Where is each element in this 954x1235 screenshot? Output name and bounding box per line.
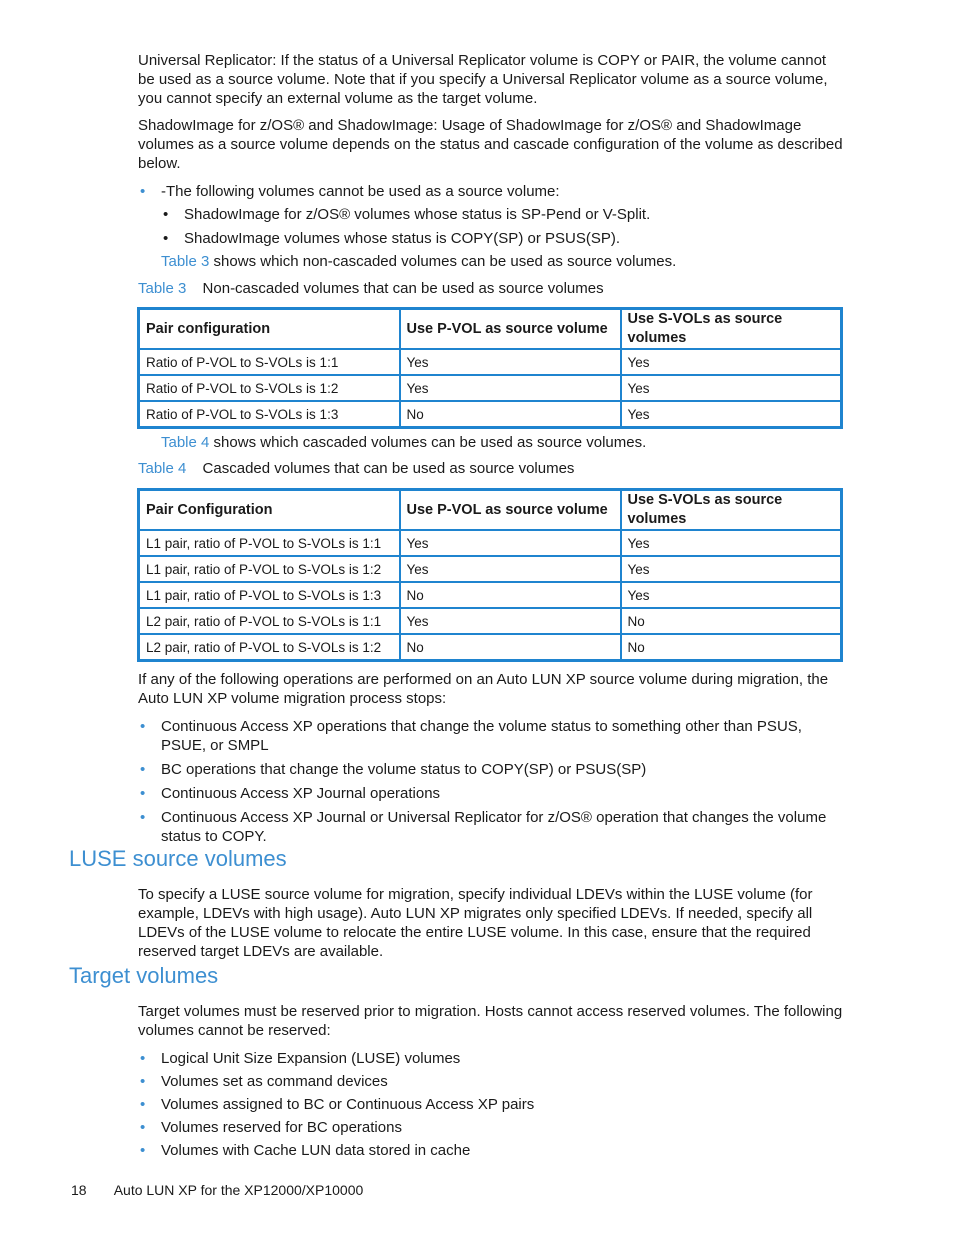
list-item: • Volumes set as command devices	[140, 1073, 388, 1090]
table-cell: L1 pair, ratio of P-VOL to S-VOLs is 1:2	[139, 556, 400, 582]
target-volume-restrictions-list	[138, 1049, 844, 1160]
bullet-icon: •	[140, 761, 146, 778]
table-cell: Yes	[621, 582, 842, 608]
bullet-icon: •	[140, 785, 146, 802]
bullet-icon: •	[140, 809, 146, 826]
migration-stop-list	[138, 717, 844, 846]
table4-reference: Table 4 shows which cascaded volumes can be used as source volumes.	[161, 434, 647, 451]
target-volumes-paragraph: Target volumes must be reserved prior to migration. Hosts cannot access reserved volumes. The following volumes cannot be reserved:	[138, 1003, 843, 1039]
table-cell: Yes	[400, 608, 621, 634]
table3-reference: Table 3 shows which non-cascaded volumes can be used as source volumes.	[161, 253, 677, 270]
column-header: Use S-VOLs as source volumes	[621, 309, 842, 350]
page-footer	[71, 1181, 363, 1200]
bullet-icon: •	[140, 183, 146, 200]
table-cell: Yes	[400, 349, 621, 375]
list-item: • BC operations that change the volume status to COPY(SP) or PSUS(SP)	[140, 761, 647, 778]
list-item: • Continuous Access XP Journal or Universal Replicator for z/OS® operation that changes the volume status to COPY.	[140, 809, 827, 845]
table4-cascaded-volumes	[137, 488, 843, 662]
table-cell: Ratio of P-VOL to S-VOLs is 1:2	[139, 375, 400, 401]
table-row	[139, 530, 842, 556]
table-cell: Yes	[621, 530, 842, 556]
table4-label: Table 4	[138, 460, 187, 477]
table-cell: No	[400, 401, 621, 428]
list-item: • Logical Unit Size Expansion (LUSE) volumes	[140, 1050, 461, 1067]
document-title: Auto LUN XP for the XP12000/XP10000	[113, 1182, 364, 1198]
migration-stop-paragraph: If any of the following operations are performed on an Auto LUN XP source volume during migration, the Auto LUN XP volume migration process stops:	[138, 671, 829, 707]
table-header-row	[139, 309, 842, 350]
table-row	[139, 401, 842, 428]
table-cell: No	[400, 582, 621, 608]
table4-caption: Table 4 Cascaded volumes that can be used as source volumes	[138, 460, 575, 477]
list-item: • Volumes reserved for BC operations	[140, 1119, 402, 1136]
table-cell: L2 pair, ratio of P-VOL to S-VOLs is 1:1	[139, 608, 400, 634]
table-row	[139, 634, 842, 661]
table-cell: Yes	[621, 375, 842, 401]
column-header: Use P-VOL as source volume	[400, 490, 621, 531]
table3-caption: Table 3 Non-cascaded volumes that can be used as source volumes	[138, 280, 604, 297]
table-row	[139, 556, 842, 582]
table-row	[139, 375, 842, 401]
table-cell: Yes	[621, 401, 842, 428]
shadowimage-sub-list	[161, 205, 844, 248]
table3-non-cascaded-volumes	[137, 307, 843, 429]
column-header: Use P-VOL as source volume	[400, 309, 621, 350]
bullet-icon: •	[140, 1073, 146, 1090]
table-cell: No	[400, 634, 621, 661]
shadowimage-paragraph: ShadowImage for z/OS® and ShadowImage: Usage of ShadowImage for z/OS® and ShadowImage volumes as a source volume depends on the status and cascade configuration of the volume as described below.	[138, 117, 843, 172]
table-row	[139, 582, 842, 608]
column-header: Pair configuration	[139, 309, 400, 350]
table-row	[139, 349, 842, 375]
table-cell: Ratio of P-VOL to S-VOLs is 1:1	[139, 349, 400, 375]
column-header: Use S-VOLs as source volumes	[621, 490, 842, 531]
table3-label: Table 3	[138, 280, 187, 297]
bullet-icon: •	[140, 1050, 146, 1067]
list-item: • ShadowImage for z/OS® volumes whose status is SP-Pend or V-Split.	[163, 206, 651, 223]
column-header: Pair Configuration	[139, 490, 400, 531]
table-cell: Yes	[400, 375, 621, 401]
list-item: • Volumes with Cache LUN data stored in cache	[140, 1142, 471, 1159]
table-cell: Yes	[621, 556, 842, 582]
luse-section-heading: LUSE source volumes	[69, 846, 287, 871]
table-cell: L1 pair, ratio of P-VOL to S-VOLs is 1:1	[139, 530, 400, 556]
source-volume-restrictions-list	[138, 182, 844, 201]
table-cell: Yes	[400, 530, 621, 556]
table-cell: Yes	[621, 349, 842, 375]
bullet-icon: •	[163, 206, 169, 223]
luse-paragraph: To specify a LUSE source volume for migration, specify individual LDEVs within the LUSE volume (for example, LDEVs with high usage). Auto LUN XP migrates only specified LDEVs. If needed, specify all LDEVs of the LUSE volume to relocate the entire LUSE volume. In this case, ensure that the required reserved target LDEVs are available.	[138, 886, 813, 960]
list-item: • Volumes assigned to BC or Continuous Access XP pairs	[140, 1096, 535, 1113]
page-number: 18	[71, 1182, 87, 1198]
bullet-icon: •	[140, 1142, 146, 1159]
table4-link[interactable]: Table 4	[161, 434, 210, 451]
bullet-icon: •	[163, 230, 169, 247]
table-cell: L1 pair, ratio of P-VOL to S-VOLs is 1:3	[139, 582, 400, 608]
table-cell: No	[621, 634, 842, 661]
list-item: • ShadowImage volumes whose status is COPY(SP) or PSUS(SP).	[163, 230, 620, 247]
table-cell: Yes	[400, 556, 621, 582]
bullet-icon: •	[140, 718, 146, 735]
bullet-icon: •	[140, 1119, 146, 1136]
table-cell: Ratio of P-VOL to S-VOLs is 1:3	[139, 401, 400, 428]
table-row	[139, 608, 842, 634]
list-item: • Continuous Access XP Journal operations	[140, 785, 441, 802]
table3-link[interactable]: Table 3	[161, 253, 210, 270]
table-header-row	[139, 490, 842, 531]
list-item: • Continuous Access XP operations that change the volume status to something other than PSUS, PSUE, or SMPL	[140, 718, 802, 754]
list-item: • -The following volumes cannot be used as a source volume:	[140, 183, 560, 200]
table-cell: L2 pair, ratio of P-VOL to S-VOLs is 1:2	[139, 634, 400, 661]
bullet-icon: •	[140, 1096, 146, 1113]
universal-replicator-paragraph: Universal Replicator: If the status of a Universal Replicator volume is COPY or PAIR, the volume cannot be used as a source volume. Note that if you specify a Universal Replicator volume as a source volume, you cannot specify an external volume as the target volume.	[138, 52, 828, 107]
target-volumes-heading: Target volumes	[69, 963, 219, 988]
table-cell: No	[621, 608, 842, 634]
